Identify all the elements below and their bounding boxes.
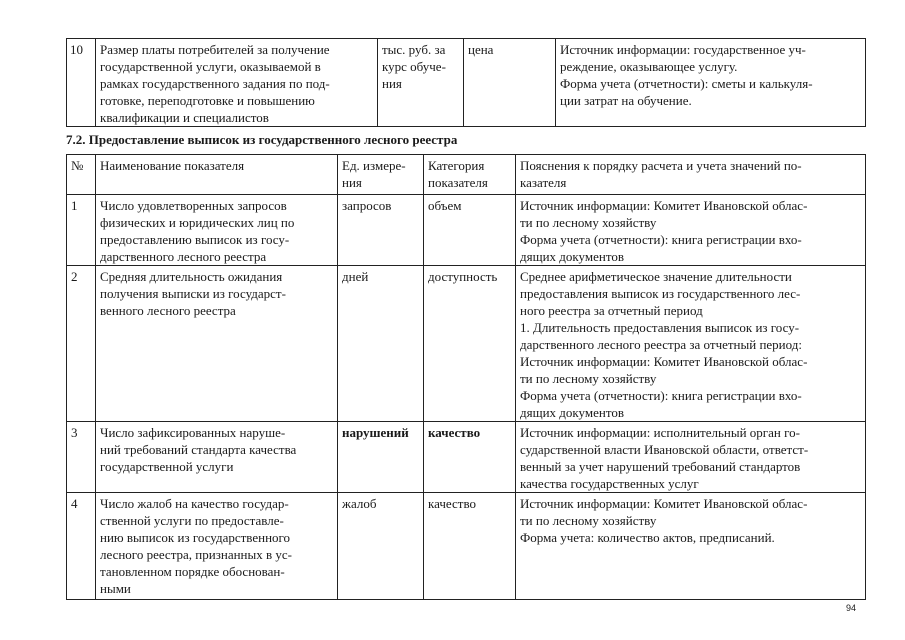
page-number: 94 bbox=[846, 603, 857, 613]
table-row bbox=[67, 195, 866, 266]
unit-cell: жалоб bbox=[338, 493, 424, 600]
header-unit: Ед. измере- ния bbox=[338, 155, 424, 195]
table-row bbox=[67, 266, 866, 422]
row-number-cell: 10 bbox=[67, 39, 96, 127]
header-name: Наименование показателя bbox=[96, 155, 338, 195]
row-number-cell: 1 bbox=[67, 195, 96, 266]
row-number-cell: 2 bbox=[67, 266, 96, 422]
header-category: Категория показателя bbox=[424, 155, 516, 195]
header-explanation: Пояснения к порядку расчета и учета значений по- казателя bbox=[516, 155, 866, 195]
table-row bbox=[67, 39, 866, 127]
category-cell: качество bbox=[424, 422, 516, 493]
explanation-cell: Источник информации: Комитет Ивановской облас- ти по лесному хозяйству Форма учета (отчетности): книга регистрации вхо- дящих документов bbox=[516, 195, 866, 266]
previous-table-fragment bbox=[66, 38, 866, 127]
indicator-name-cell: Средняя длительность ожидания получения выписки из государст- венного лесного реестра bbox=[96, 266, 338, 422]
row-number-cell: 4 bbox=[67, 493, 96, 600]
indicator-name-cell: Число удовлетворенных запросов физических и юридических лиц по предоставлению выписок из госу- дарственного лесного реестра bbox=[96, 195, 338, 266]
unit-cell: дней bbox=[338, 266, 424, 422]
unit-cell: нарушений bbox=[338, 422, 424, 493]
category-cell: доступность bbox=[424, 266, 516, 422]
row-number-cell: 3 bbox=[67, 422, 96, 493]
explanation-cell: Источник информации: исполнительный орган го- сударственной власти Ивановской области, ответст- венный за учет нарушений требований стандартов качества государственных услуг bbox=[516, 422, 866, 493]
section-heading: 7.2. Предоставление выписок из государственного лесного реестра bbox=[66, 132, 458, 147]
explanation-cell: Источник информации: государственное уч- реждение, оказывающее услугу. Форма учета (отчетности): сметы и калькуля- ции затрат на обучение. bbox=[556, 39, 866, 127]
table-header-row bbox=[67, 155, 866, 195]
explanation-cell: Среднее арифметическое значение длительности предоставления выписок из государственного лес- ного реестра за отчетный период 1. Длительность предоставления выписок из госу- дарственного лесного реестра за отчетный период: Источник информации: Комитет Ивановской облас- ти по лесному хозяйству Форма учета (отчетности): книга регистрации вхо- дящих документов bbox=[516, 266, 866, 422]
indicator-name-cell: Число жалоб на качество государ- ственной услуги по предоставле- нию выписок из государственного лесного реестра, признанных в ус- тановленном порядке обоснован- ными bbox=[96, 493, 338, 600]
table-row bbox=[67, 493, 866, 600]
indicator-name-cell: Число зафиксированных наруше- ний требований стандарта качества государственной услуги bbox=[96, 422, 338, 493]
table-row bbox=[67, 422, 866, 493]
unit-cell: тыс. руб. за курс обуче- ния bbox=[378, 39, 464, 127]
category-cell: объем bbox=[424, 195, 516, 266]
explanation-cell: Источник информации: Комитет Ивановской облас- ти по лесному хозяйству Форма учета: количество актов, предписаний. bbox=[516, 493, 866, 600]
category-cell: цена bbox=[464, 39, 556, 127]
indicator-name-cell: Размер платы потребителей за получение государственной услуги, оказываемой в рамках государственного задания по под- готовке, переподготовке и повышению квалификации и специалистов bbox=[96, 39, 378, 127]
indicators-table bbox=[66, 154, 866, 600]
header-number: № bbox=[67, 155, 96, 195]
category-cell: качество bbox=[424, 493, 516, 600]
unit-cell: запросов bbox=[338, 195, 424, 266]
